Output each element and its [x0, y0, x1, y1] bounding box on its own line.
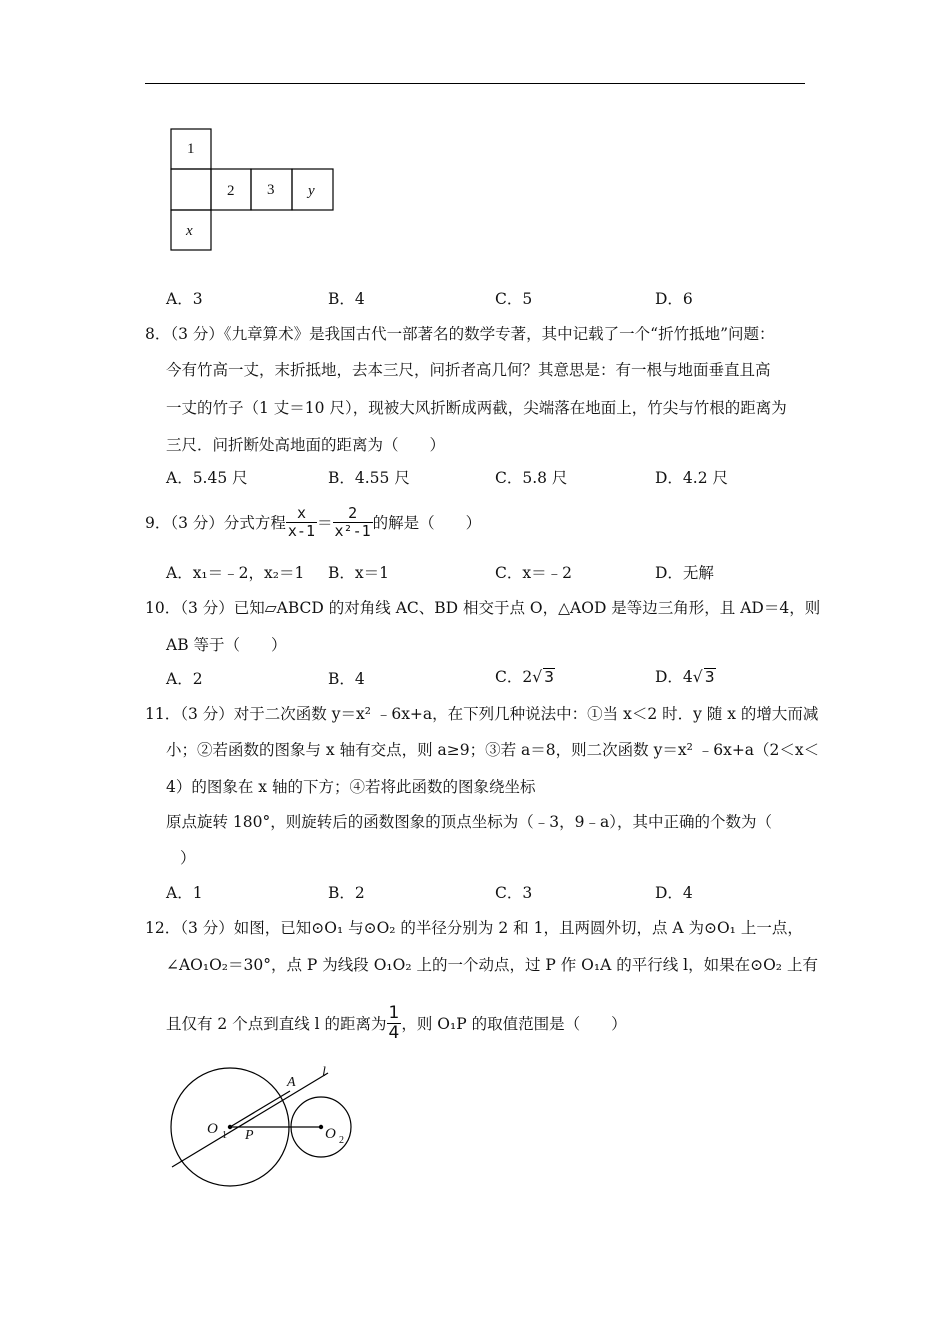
net-label-1: 1 — [187, 141, 195, 157]
q9-option-b: B．x＝1 — [328, 564, 389, 582]
label-o1: O — [207, 1121, 218, 1137]
q9-frac2-denominator: x²-1 — [334, 521, 371, 540]
q10-line-2: AB 等于（ ） — [166, 636, 287, 654]
q8-option-b: B．4.55 尺 — [328, 469, 410, 487]
q9-question — [145, 500, 481, 544]
q11-option-b: B．2 — [328, 884, 365, 902]
net-label-y: y — [308, 183, 315, 199]
q12-line-3-suffix: ，则 O₁P 的取值范围是（ ） — [401, 1015, 627, 1033]
q10-option-d-radicand: 3 — [704, 668, 715, 686]
q9-fraction-right — [333, 505, 373, 540]
q8-line-3: 一丈的竹子（1 丈＝10 尺），现被大风折断成两截，尖端落在地面上，竹尖与竹根的距离为 — [166, 399, 787, 417]
q10-option-c — [495, 665, 555, 687]
net-cell — [171, 169, 211, 210]
q7-option-a: A．3 — [166, 290, 203, 308]
q9-frac1-denominator: x-1 — [287, 521, 315, 540]
q8-line-4: 三尺．问折断处高地面的距离为（ ） — [166, 436, 446, 454]
header-rule — [145, 83, 805, 84]
label-a: A — [287, 1075, 296, 1090]
q10-option-d-label: D．4 — [655, 668, 693, 686]
q11-option-a: A．1 — [166, 884, 203, 902]
q11-line-1: 11．（3 分）对于二次函数 y＝x² ﹣6x+a，在下列几种说法中：①当 x＜2 时．y 随 x 的增大而减 — [145, 705, 819, 723]
q10-line-1: 10．（3 分）已知▱ABCD 的对角线 AC、BD 相交于点 O，△AOD 是等边三角形，且 AD＝4，则 — [145, 599, 821, 617]
q8-option-c: C．5.8 尺 — [495, 469, 568, 487]
q10-option-d — [655, 665, 716, 687]
q10-option-c-label: C．2 — [495, 668, 533, 686]
q10-option-a: A．2 — [166, 670, 203, 688]
segment-o1-a — [230, 1091, 290, 1127]
q9-prefix: 9．（3 分）分式方程 — [145, 514, 286, 532]
q11-option-d: D．4 — [655, 884, 693, 902]
q9-suffix: 的解是（ ） — [372, 514, 482, 532]
point-o1 — [228, 1125, 232, 1129]
q10-option-c-radicand: 3 — [544, 668, 554, 686]
q7-option-d: D．6 — [655, 290, 693, 308]
q12-line-3-prefix: 且仅有 2 个点到直线 l 的距离为 — [166, 1015, 387, 1033]
q12-line-3 — [166, 1000, 627, 1046]
line-l — [172, 1073, 328, 1167]
label-o2-subscript: 2 — [339, 1135, 344, 1146]
q8-option-d: D．4.2 尺 — [655, 469, 729, 487]
q12-fraction — [387, 1004, 402, 1043]
net-label-x: x — [186, 223, 193, 239]
net-label-2: 2 — [227, 183, 235, 199]
q12-line-1: 12．（3 分）如图，已知⊙O₁ 与⊙O₂ 的半径分别为 2 和 1，且两圆外切，点 A 为⊙O₁ 上一点， — [145, 919, 803, 937]
q11-option-c: C．3 — [495, 884, 533, 902]
label-o2: O — [325, 1126, 336, 1142]
two-circles-figure — [160, 1060, 360, 1190]
label-o1-subscript: 1 — [222, 1130, 227, 1141]
q8-line-2: 今有竹高一丈，末折抵地，去本三尺，问折者高几何？其意思是：有一根与地面垂直且高 — [166, 361, 771, 379]
q8-line-1: 8．（3 分）《九章算术》是我国古代一部著名的数学专著，其中记载了一个“折竹抵地”问题： — [145, 325, 775, 343]
q11-line-5: ） — [180, 849, 196, 867]
radical-sign: √ — [692, 668, 703, 686]
point-o2 — [319, 1125, 323, 1129]
q7-option-b: B．4 — [328, 290, 365, 308]
q9-option-c: C．x＝﹣2 — [495, 564, 572, 582]
net-label-3: 3 — [267, 182, 275, 198]
q8-option-a: A．5.45 尺 — [166, 469, 248, 487]
q9-frac2-numerator: 2 — [333, 505, 373, 523]
q7-option-c: C．5 — [495, 290, 533, 308]
q11-line-2: 小；②若函数的图象与 x 轴有交点，则 a≥9；③若 a＝8，则二次函数 y＝x² ﹣6x+a（2＜x＜ — [166, 741, 820, 759]
q9-option-d: D．无解 — [655, 564, 714, 582]
q9-equals: ＝ — [317, 514, 333, 532]
cube-net-figure — [165, 125, 340, 255]
q11-line-3: 4）的图象在 x 轴的下方；④若将此函数的图象绕坐标 — [166, 778, 536, 796]
q12-frac-denominator: 4 — [388, 1022, 400, 1043]
label-p: P — [245, 1128, 254, 1143]
q9-fraction-left — [286, 505, 317, 540]
q12-line-2: ∠AO₁O₂＝30°，点 P 为线段 O₁O₂ 上的一个动点，过 P 作 O₁A 的平行线 l，如果在⊙O₂ 上有 — [166, 956, 818, 974]
q9-frac1-numerator: x — [286, 505, 317, 523]
q10-option-b: B．4 — [328, 670, 365, 688]
label-l: l — [322, 1065, 326, 1080]
radical-sign: √ — [532, 668, 543, 686]
q11-line-4: 原点旋转 180°，则旋转后的函数图象的顶点坐标为（﹣3，9﹣a），其中正确的个数为（ — [166, 813, 772, 831]
q9-option-a: A．x₁＝﹣2，x₂＝1 — [166, 564, 305, 582]
q12-frac-numerator: 1 — [388, 1002, 400, 1023]
